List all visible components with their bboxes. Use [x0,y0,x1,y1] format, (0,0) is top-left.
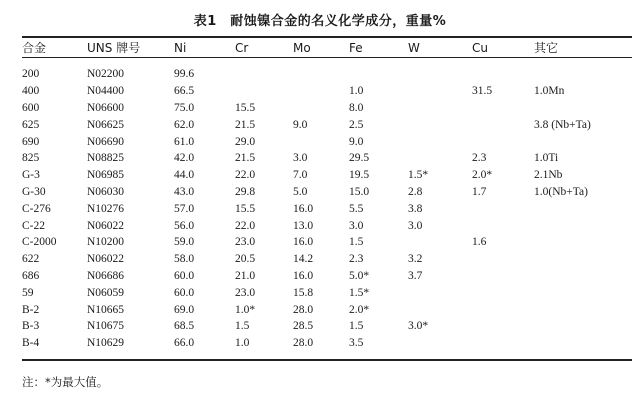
table-row [22,284,632,301]
header-ni: Ni [174,41,187,55]
cell-mo: 5.0 [293,185,308,198]
cell-other [534,234,632,251]
table-title: 表1 耐蚀镍合金的名义化学成分，重量% [193,14,447,29]
cell-alloy: B-4 [22,337,40,350]
cell-ni: 42.0 [174,152,195,165]
cell-cr: 1.0 [235,337,250,350]
cell-alloy: G-30 [22,185,46,198]
cell-alloy: C-276 [22,202,51,215]
header-w: W [408,41,420,55]
cell-uns: N06022 [87,253,125,266]
cell-other: 3.8 (Nb+Ta) [534,118,591,131]
cell-cr: 20.5 [235,253,256,266]
cell-ni: 59.0 [174,236,195,249]
cell-other: 1.0(Nb+Ta) [534,185,588,198]
cell-uns: N06022 [87,219,125,232]
cell-ni: 56.0 [174,219,195,232]
header-cr: Cr [235,41,249,55]
table-body [22,66,632,352]
table-row [22,335,632,352]
header-mo: Mo [293,41,311,55]
cell-fe: 19.5 [349,169,370,182]
cell-cr: 21.5 [235,118,256,131]
cell-w: 3.0* [408,320,429,333]
cell-uns: N06625 [87,118,125,131]
cell-cu: 2.3 [472,152,487,165]
cell-ni: 99.6 [174,68,195,81]
cell-ni: 44.0 [174,169,195,182]
cell-alloy: 686 [22,269,40,282]
header-row [22,40,632,56]
cell-uns: N06985 [87,169,125,182]
cell-uns: N10200 [87,236,125,249]
cell-other [534,318,632,335]
cell-fe: 2.5 [349,118,364,131]
cell-mo [293,100,349,117]
cell-mo [293,83,349,100]
table-row [22,318,632,335]
cell-uns: N04400 [87,85,125,98]
cell-mo: 16.0 [293,202,314,215]
cell-w [408,150,472,167]
cell-other [534,217,632,234]
cell-uns: N10629 [87,337,125,350]
cell-alloy: C-22 [22,219,45,232]
cell-ni: 66.5 [174,85,195,98]
table-row [22,301,632,318]
cell-mo [293,133,349,150]
cell-fe: 29.5 [349,152,370,165]
cell-fe: 3.0 [349,219,364,232]
cell-w [408,234,472,251]
cell-other: 2.1Nb [534,169,563,182]
cell-uns: N10665 [87,303,125,316]
cell-w [408,100,472,117]
table-row [22,116,632,133]
cell-other [534,301,632,318]
cell-other [534,335,632,352]
cell-cu [472,284,534,301]
cell-ni: 69.0 [174,303,195,316]
cell-uns: N06690 [87,135,125,148]
cell-alloy: B-3 [22,320,40,333]
cell-fe: 1.5 [349,236,364,249]
cell-uns: N06030 [87,185,125,198]
table-row [22,268,632,285]
cell-fe: 9.0 [349,135,364,148]
table-row [22,217,632,234]
cell-cu [472,318,534,335]
cell-cr: 29.8 [235,185,256,198]
cell-mo: 14.2 [293,253,314,266]
cell-cu [472,251,534,268]
bottom-rule [22,359,632,361]
cell-alloy: 200 [22,68,40,81]
cell-ni: 57.0 [174,202,195,215]
cell-cu [472,116,534,133]
cell-fe: 8.0 [349,101,364,114]
table-row [22,133,632,150]
cell-alloy: 625 [22,118,40,131]
cell-w [408,284,472,301]
cell-cr: 1.5 [235,320,250,333]
cell-ni: 60.0 [174,286,195,299]
header-other: 其它 [534,41,559,55]
cell-fe: 1.0 [349,85,364,98]
cell-ni: 61.0 [174,135,195,148]
cell-cu [472,133,534,150]
cell-cu [472,100,534,117]
cell-mo: 28.5 [293,320,314,333]
cell-alloy: 600 [22,101,40,114]
cell-cr: 23.0 [235,236,256,249]
cell-fe [349,66,408,83]
cell-ni: 75.0 [174,101,195,114]
cell-cu [472,217,534,234]
cell-fe: 1.5 [349,320,364,333]
cell-ni: 68.5 [174,320,195,333]
cell-cu [472,200,534,217]
cell-cu: 1.7 [472,185,487,198]
cell-mo: 16.0 [293,269,314,282]
top-rule [22,36,632,38]
cell-alloy: B-2 [22,303,40,316]
cell-mo: 3.0 [293,152,308,165]
header-cu: Cu [472,41,488,55]
cell-ni: 43.0 [174,185,195,198]
cell-w [408,116,472,133]
cell-ni: 62.0 [174,118,195,131]
cell-fe: 2.3 [349,253,364,266]
cell-fe: 5.0* [349,269,370,282]
cell-alloy: C-2000 [22,236,57,249]
cell-fe: 1.5* [349,286,370,299]
cell-mo: 9.0 [293,118,308,131]
cell-uns: N06686 [87,269,125,282]
cell-mo [293,66,349,83]
cell-w [408,301,472,318]
cell-cr: 22.0 [235,219,256,232]
table-header [22,40,632,56]
table-row [22,251,632,268]
cell-other: 1.0Ti [534,152,559,165]
cell-mo: 7.0 [293,169,308,182]
cell-mo: 15.8 [293,286,314,299]
cell-uns: N10276 [87,202,125,215]
cell-mo: 28.0 [293,303,314,316]
cell-fe: 3.5 [349,337,364,350]
cell-w: 3.2 [408,253,423,266]
table-row [22,184,632,201]
table-row [22,167,632,184]
cell-uns: N08825 [87,152,125,165]
cell-alloy: 690 [22,135,40,148]
cell-other [534,200,632,217]
cell-cr: 22.0 [235,169,256,182]
cell-w: 1.5* [408,169,429,182]
cell-other [534,284,632,301]
cell-cu: 31.5 [472,85,493,98]
cell-mo: 13.0 [293,219,314,232]
table-row [22,83,632,100]
cell-other [534,133,632,150]
header-uns: UNS 牌号 [87,41,141,55]
cell-cr: 15.5 [235,202,256,215]
table-row [22,100,632,117]
footnote: 注：*为最大值。 [22,375,109,389]
cell-uns: N02200 [87,68,125,81]
cell-alloy: 825 [22,152,40,165]
cell-w: 3.8 [408,202,423,215]
cell-cr: 29.0 [235,135,256,148]
cell-fe: 15.0 [349,185,370,198]
header-rule [22,57,632,58]
cell-alloy: 59 [22,286,34,299]
cell-fe: 2.0* [349,303,370,316]
cell-w [408,335,472,352]
cell-other [534,66,632,83]
cell-cu [472,301,534,318]
cell-w: 3.0 [408,219,423,232]
cell-cr: 23.0 [235,286,256,299]
table-row [22,66,632,83]
cell-ni: 60.0 [174,269,195,282]
cell-w: 3.7 [408,269,423,282]
cell-cu: 2.0* [472,169,493,182]
header-fe: Fe [349,41,363,55]
cell-other [534,100,632,117]
cell-cr: 21.0 [235,269,256,282]
cell-other [534,251,632,268]
table-row [22,234,632,251]
cell-ni: 66.0 [174,337,195,350]
cell-fe: 5.5 [349,202,364,215]
cell-other [534,268,632,285]
cell-uns: N10675 [87,320,125,333]
header-alloy: 合金 [22,41,47,55]
cell-alloy: 400 [22,85,40,98]
cell-cu [472,268,534,285]
cell-alloy: 622 [22,253,40,266]
table-row [22,200,632,217]
cell-w: 2.8 [408,185,423,198]
cell-cr [235,83,293,100]
cell-ni: 58.0 [174,253,195,266]
cell-mo: 28.0 [293,337,314,350]
cell-uns: N06059 [87,286,125,299]
cell-cr [235,66,293,83]
table-row [22,150,632,167]
cell-cr: 1.0* [235,303,256,316]
cell-cu: 1.6 [472,236,487,249]
cell-w [408,83,472,100]
cell-w [408,66,472,83]
cell-alloy: G-3 [22,169,40,182]
cell-cr: 21.5 [235,152,256,165]
cell-cu [472,66,534,83]
cell-mo: 16.0 [293,236,314,249]
cell-cu [472,335,534,352]
cell-cr: 15.5 [235,101,256,114]
cell-w [408,133,472,150]
cell-uns: N06600 [87,101,125,114]
cell-other: 1.0Mn [534,85,565,98]
